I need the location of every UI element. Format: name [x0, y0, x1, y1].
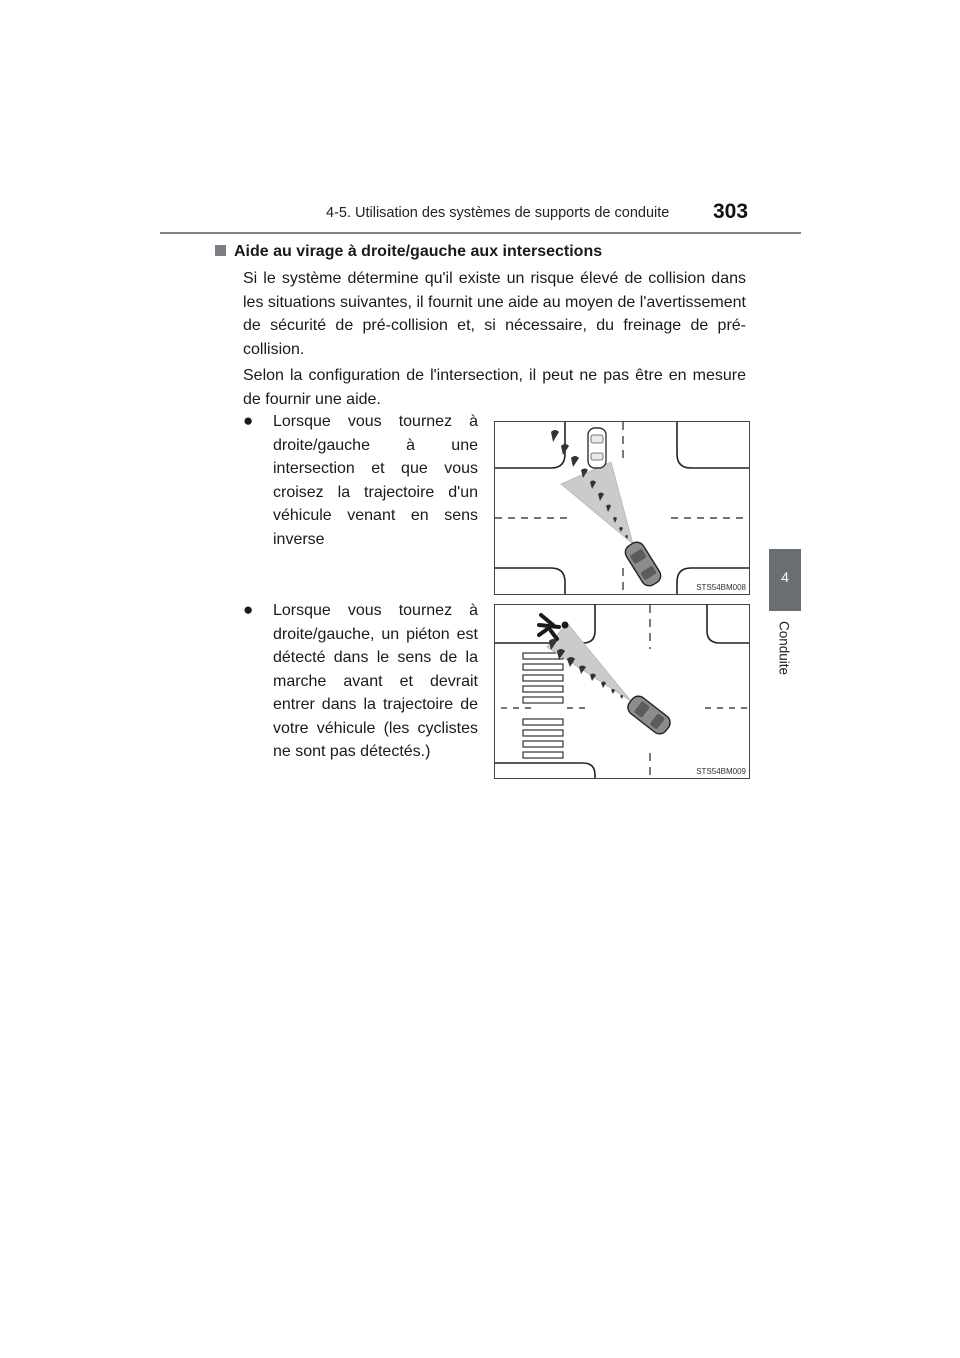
oncoming-car-icon	[588, 428, 606, 468]
header-divider	[160, 232, 801, 234]
own-car-icon	[622, 539, 663, 589]
bullet-circle-icon: ●	[243, 600, 254, 619]
intersection-diagram-pedestrian	[495, 605, 749, 778]
section-header: 4-5. Utilisation des systèmes de supports de conduite	[326, 205, 670, 221]
chapter-number: 4	[781, 569, 789, 585]
heading-square-icon	[215, 245, 226, 256]
bullet-circle-icon: ●	[243, 411, 254, 430]
section-heading	[215, 243, 602, 261]
chapter-tab	[769, 549, 801, 611]
page-number: 303	[713, 200, 749, 223]
bullet-text-pedestrian: Lorsque vous tournez à droite/gauche, un piéton est détecté dans le sens de la marche avant et devrait entrer dans la trajectoire de votre véhicule (les cyclistes ne sont pas détectés.)	[273, 602, 478, 760]
intro-paragraph: Si le système détermine qu'il existe un risque élevé de collision dans les situations suivantes, il fournit une aide au moyen de l'avertissement de sécurité de pré-collision et, si nécessaire, du freinage de pré-collision.	[243, 270, 746, 358]
figure-code: STS54BM008	[696, 583, 746, 592]
bullet-text-oncoming-vehicle: Lorsque vous tournez à droite/gauche à une intersection et que vous croisez la trajectoire d'un véhicule venant en sens inverse	[273, 413, 478, 548]
figure-code: STS54BM009	[696, 767, 746, 776]
note-paragraph: Selon la configuration de l'intersection, il peut ne pas être en mesure de fournir une aide.	[243, 367, 746, 408]
chapter-label: Conduite	[776, 620, 792, 676]
figure-oncoming-vehicle	[494, 421, 750, 595]
intersection-diagram-vehicle	[495, 422, 749, 594]
crosswalk-icon	[523, 653, 563, 758]
own-car-icon	[625, 693, 674, 737]
figure-pedestrian	[494, 604, 750, 779]
heading-text: Aide au virage à droite/gauche aux intersections	[234, 243, 603, 260]
